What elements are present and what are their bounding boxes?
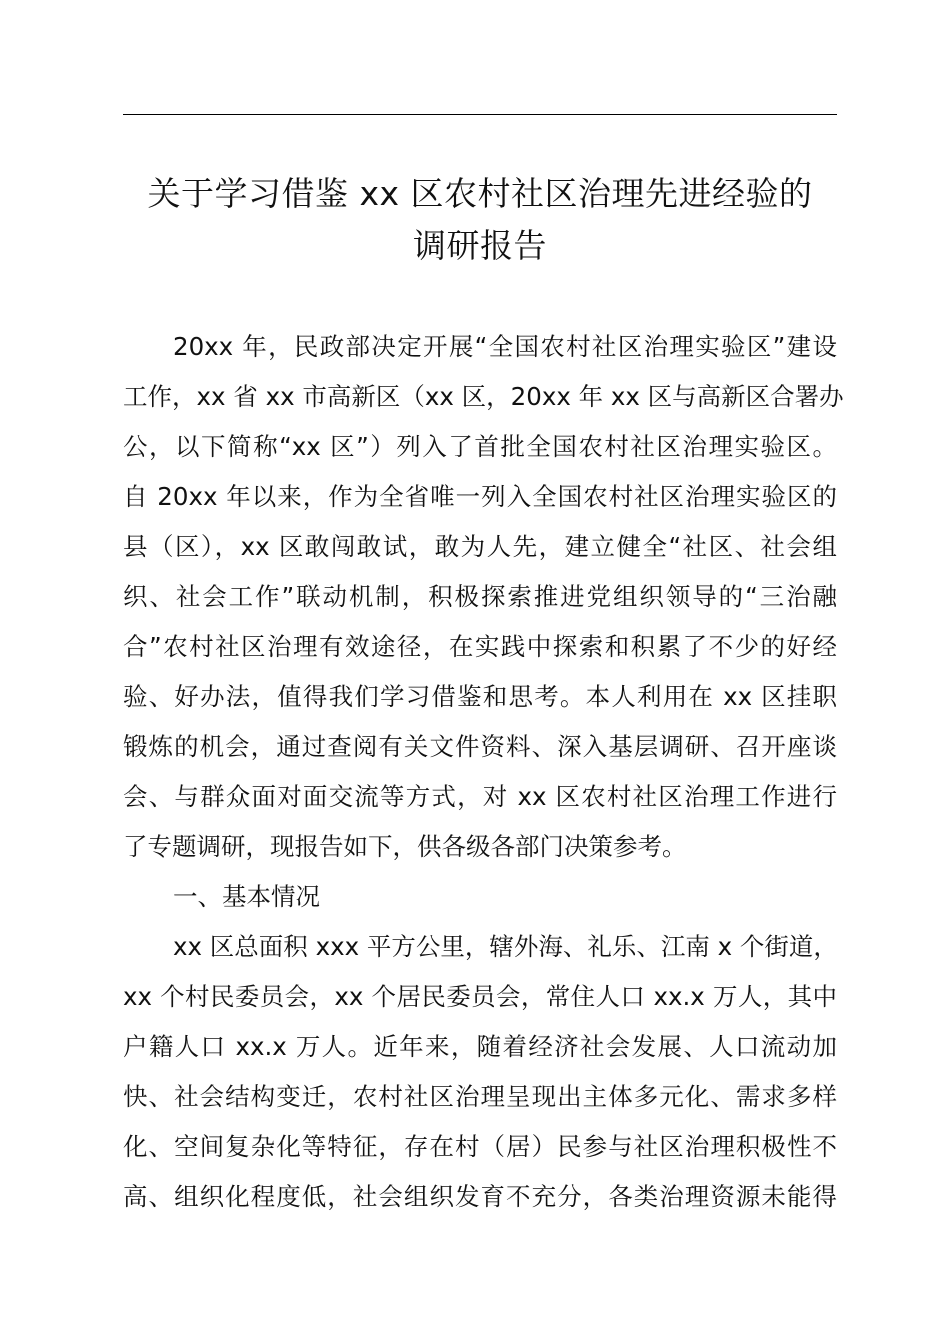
paragraph-line: 公，以下简称“xx 区”）列入了首批全国农村社区治理实验区。: [123, 432, 837, 461]
paragraph-line: 锻炼的机会，通过查阅有关文件资料、深入基层调研、召开座谈: [123, 732, 837, 761]
section-heading: 一、基本情况: [173, 882, 320, 911]
document-title: [123, 168, 837, 272]
paragraph-line: 了专题调研，现报告如下，供各级各部门决策参考。: [123, 832, 687, 861]
paragraph-line: 20xx 年，民政部决定开展“全国农村社区治理实验区”建设: [173, 332, 837, 361]
paragraph-line: xx 个村民委员会，xx 个居民委员会，常住人口 xx.x 万人，其中: [123, 982, 837, 1011]
paragraph-line: 自 20xx 年以来，作为全省唯一列入全国农村社区治理实验区的: [123, 482, 837, 511]
paragraph-line: 会、与群众面对面交流等方式，对 xx 区农村社区治理工作进行: [123, 782, 837, 811]
paragraph-line: 县（区），xx 区敢闯敢试，敢为人先，建立健全“社区、社会组: [123, 532, 837, 561]
paragraph-line: xx 区总面积 xxx 平方公里，辖外海、礼乐、江南 x 个街道，: [173, 932, 838, 961]
title-line: 关于学习借鉴 xx 区农村社区治理先进经验的: [147, 174, 813, 213]
paragraph-line: 高、组织化程度低，社会组织发育不充分，各类治理资源未能得: [123, 1182, 837, 1211]
paragraph-line: 户籍人口 xx.x 万人。近年来，随着经济社会发展、人口流动加: [123, 1032, 837, 1061]
paragraph-line: 化、空间复杂化等特征，存在村（居）民参与社区治理积极性不: [123, 1132, 837, 1161]
paragraph-line: 织、社会工作”联动机制，积极探索推进党组织领导的“三治融: [123, 582, 837, 611]
header-rule: [123, 114, 837, 115]
title-line: 调研报告: [413, 226, 547, 265]
paragraph-line: 工作，xx 省 xx 市高新区（xx 区，20xx 年 xx 区与高新区合署办: [123, 382, 844, 411]
paragraph-line: 快、社会结构变迁，农村社区治理呈现出主体多元化、需求多样: [123, 1082, 837, 1111]
paragraph-line: 合”农村社区治理有效途径，在实践中探索和积累了不少的好经: [123, 632, 837, 661]
paragraph-line: 验、好办法，值得我们学习借鉴和思考。本人利用在 xx 区挂职: [123, 682, 837, 711]
document-body: [123, 322, 844, 1222]
